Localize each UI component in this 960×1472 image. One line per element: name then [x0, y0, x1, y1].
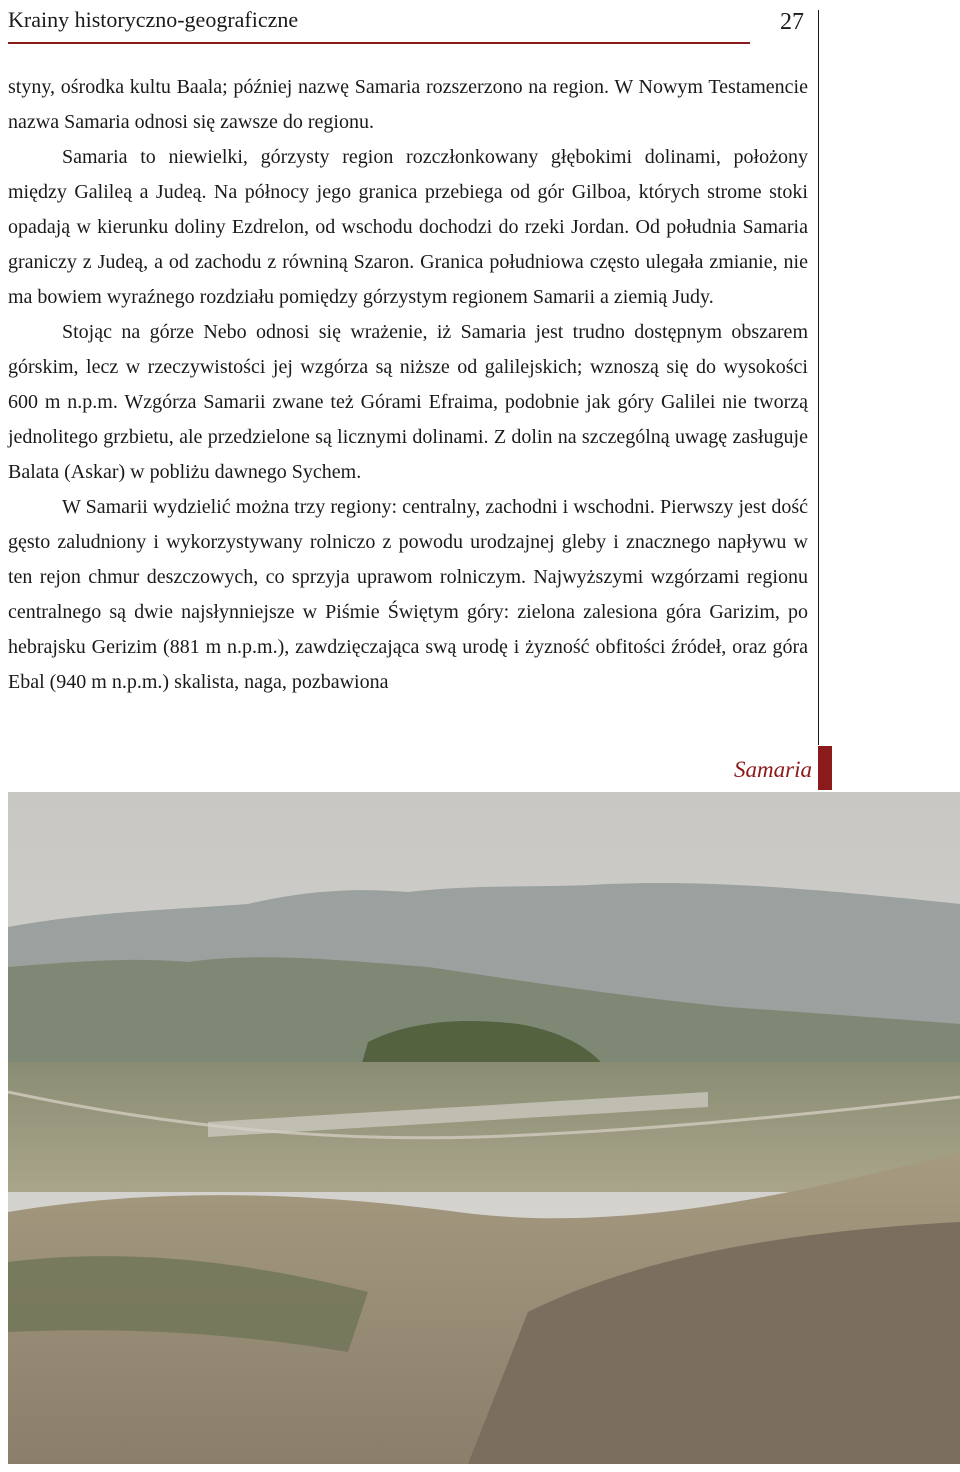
valley-floor — [8, 1062, 960, 1192]
paragraph-4: W Samarii wydzielić można trzy regiony: centralny, zachodni i wschodni. Pierwszy jest dość gęsto zaludniony i wykorzystywany rolniczo z powodu urodzajnej gleby i znacznego napływu w ten rejon chmur deszczowych, co sprzyja uprawom rolniczym. Najwyższymi wzgórzami regionu centralnego są dwie najsłynniejsze w Piśmie Świętym góry: zielona zalesiona góra Garizim, po hebrajsku Gerizim (881 m n.p.m.), zawdzięczająca swą urodę i żyzność obfitości źródeł, oraz góra Ebal (940 m n.p.m.) skalista, naga, pozbawiona — [8, 496, 808, 693]
running-head: Krainy historyczno-geograficzne — [8, 7, 299, 32]
margin-rule — [818, 10, 819, 745]
paragraph-2: Samaria to niewielki, górzysty region rozczłonkowany głębokimi dolinami, położony między Galileą a Judeą. Na północy jego granica przebiega od gór Gilboa, których strome stoki opadają w kierunku doliny Ezdrelon, od wschodu dochodzi do rzeki Jordan. Od południa Samaria graniczy z Judeą, a od zachodu z równiną Szaron. Granica południowa często ulegała zmianie, nie ma bowiem wyraźnego rozdziału pomiędzy górzystym regionem Samarii a ziemią Judy. — [8, 146, 808, 308]
caption-tab — [818, 746, 832, 790]
page-number: 27 — [780, 9, 804, 35]
paragraph-3: Stojąc na górze Nebo odnosi się wrażenie, iż Samaria jest trudno dostępnym obszarem górskim, lecz w rzeczywistości jej wzgórza są niższe od galilejskich; wznoszą się do wysokości 600 m n.p.m. Wzgórza Samarii zwane też Górami Efraima, podobnie jak góry Galilei nie tworzą jednolitego grzbietu, ale przedzielone są licznymi dolinami. Z dolin na szczególną uwagę zasługuje Balata (Askar) w pobliżu dawnego Sychem. — [8, 321, 808, 483]
body-text — [8, 70, 808, 700]
paragraph-1: styny, ośrodka kultu Baala; później nazwę Samaria rozszerzono na region. W Nowym Testamencie nazwa Samaria odnosi się zawsze do regionu. — [8, 76, 808, 133]
landscape-illustration — [8, 792, 960, 1464]
header-rule — [8, 42, 750, 44]
landscape-photo — [8, 792, 960, 1464]
figure-caption: Samaria — [734, 757, 812, 782]
